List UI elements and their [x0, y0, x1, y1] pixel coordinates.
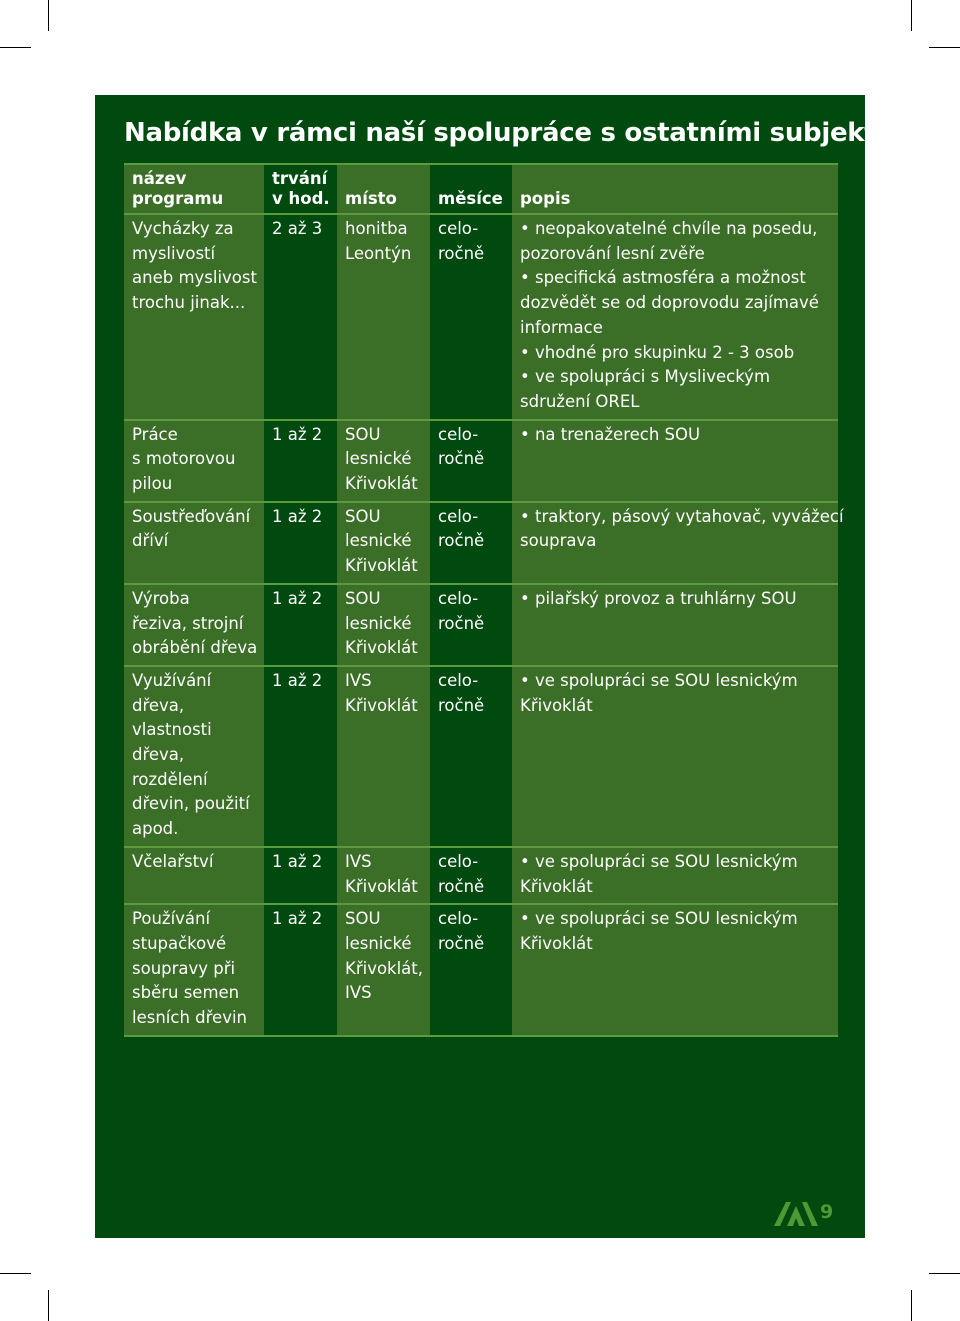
cell-line: Křivoklát	[520, 876, 593, 896]
header-duration: trvání v hod.	[264, 164, 337, 214]
cell-line: SOU	[345, 588, 381, 608]
header-months: měsíce	[430, 164, 512, 214]
cell-name	[124, 904, 264, 1036]
cell-line: ročně	[438, 613, 485, 633]
page-number: 9	[820, 1201, 834, 1223]
cell-line: IVS	[345, 670, 372, 690]
cell-place	[337, 584, 430, 666]
cell-name	[124, 502, 264, 584]
cell-line: SOU	[345, 506, 381, 526]
cell-line: ročně	[438, 449, 485, 469]
cell-line: • traktory, pásový vytahovač, vyvážecí	[520, 506, 844, 526]
cell-name	[124, 584, 264, 666]
cell-line: 1 až 2	[272, 424, 323, 444]
cell-line: 2 až 3	[272, 219, 323, 238]
cell-line: Vycházky za	[132, 219, 234, 238]
cell-line: • neopakovatelné chvíle na posedu,	[520, 219, 818, 238]
cell-line: 1 až 2	[272, 851, 323, 871]
cell-line: dřevin, použití	[132, 794, 250, 814]
cell-line: celo-	[438, 670, 479, 690]
cell-line: s motorovou	[132, 449, 236, 469]
table-row	[124, 584, 838, 666]
cell-line: ročně	[438, 243, 485, 263]
cell-duration	[264, 666, 337, 847]
table-row	[124, 847, 838, 904]
cell-line: Soustřeďování	[132, 506, 251, 526]
cell-line: celo-	[438, 588, 479, 608]
cell-months	[430, 420, 512, 502]
cell-line: souprava	[520, 531, 597, 551]
cell-description	[512, 502, 844, 584]
cell-line: Křivoklát	[345, 638, 418, 658]
header-place: místo	[337, 164, 430, 214]
cell-place	[337, 847, 430, 904]
cell-description	[512, 584, 838, 666]
cell-line: SOU	[345, 424, 381, 444]
table-row	[124, 666, 838, 847]
cell-duration	[264, 904, 337, 1036]
cell-duration	[264, 502, 337, 584]
cell-line: dřeva,	[132, 745, 185, 765]
cell-place	[337, 502, 430, 584]
cell-line: Práce	[132, 424, 178, 444]
cell-line: Křivoklát	[345, 556, 418, 576]
cell-months	[430, 666, 512, 847]
cell-line: • ve spolupráci se SOU lesnickým	[520, 670, 798, 690]
cell-line: celo-	[438, 909, 479, 929]
cell-line: 1 až 2	[272, 909, 323, 929]
cell-line: Používání	[132, 909, 211, 929]
cell-duration	[264, 584, 337, 666]
cell-name	[124, 847, 264, 904]
cell-description	[512, 904, 838, 1036]
cell-line: obrábění dřeva	[132, 638, 258, 658]
cell-line: pozorování lesní zvěře	[520, 243, 705, 263]
cell-line: dříví	[132, 531, 169, 551]
cell-line: SOU	[345, 909, 381, 929]
cell-months	[430, 214, 512, 420]
cell-line: • ve spolupráci se SOU lesnickým	[520, 909, 798, 929]
cell-description	[512, 214, 838, 420]
cell-name	[124, 214, 264, 420]
cell-line: IVS	[345, 851, 372, 871]
cell-line: 1 až 2	[272, 670, 323, 690]
cell-line: Křivoklát	[345, 474, 418, 494]
cell-line: lesnické	[345, 613, 412, 633]
cell-line: • ve spolupráci se SOU lesnickým	[520, 851, 798, 871]
cell-line: • ve spolupráci s Mysliveckým	[520, 367, 771, 387]
cell-name	[124, 420, 264, 502]
cell-place	[337, 214, 430, 420]
cell-months	[430, 904, 512, 1036]
cell-line: sběru semen	[132, 983, 240, 1003]
crop-mark	[911, 0, 912, 31]
crop-mark	[911, 1290, 912, 1321]
crop-mark	[929, 1273, 960, 1274]
cell-place	[337, 666, 430, 847]
cell-name	[124, 666, 264, 847]
cell-line: Výroba	[132, 588, 190, 608]
cell-place	[337, 420, 430, 502]
cell-line: celo-	[438, 506, 479, 526]
cell-description	[512, 666, 838, 847]
cell-line: řeziva, strojní	[132, 613, 244, 633]
crop-mark	[0, 47, 31, 48]
table-header-row	[124, 164, 838, 214]
cell-line: ročně	[438, 876, 485, 896]
logo-icon	[772, 1198, 820, 1228]
cell-months	[430, 847, 512, 904]
cell-line: rozdělení	[132, 769, 208, 789]
cell-line: ročně	[438, 531, 485, 551]
cell-place	[337, 904, 430, 1036]
table-row	[124, 214, 838, 420]
crop-mark	[0, 1273, 31, 1274]
header-description: popis	[512, 164, 838, 214]
cell-line: lesních dřevin	[132, 1008, 248, 1028]
cell-line: 1 až 2	[272, 506, 323, 526]
cell-line: vlastnosti	[132, 720, 212, 740]
cell-line: apod.	[132, 819, 179, 839]
program-table	[124, 163, 844, 1037]
cell-line: celo-	[438, 219, 479, 238]
cell-line: stupačkové	[132, 933, 227, 953]
cell-line: • pilařský provoz a truhlárny SOU	[520, 588, 797, 608]
cell-line: pilou	[132, 474, 173, 494]
cell-line: honitba	[345, 219, 408, 238]
cell-line: lesnické	[345, 449, 412, 469]
cell-line: sdružení OREL	[520, 391, 640, 411]
cell-description	[512, 420, 838, 502]
page-title: Nabídka v rámci naší spolupráce s ostatními subjekty	[124, 118, 894, 148]
cell-duration	[264, 847, 337, 904]
crop-mark	[48, 1290, 49, 1321]
cell-line: lesnické	[345, 531, 412, 551]
table-row	[124, 904, 838, 1036]
cell-months	[430, 502, 512, 584]
cell-line: Křivoklát	[520, 695, 593, 715]
cell-line: lesnické	[345, 933, 412, 953]
cell-line: trochu jinak...	[132, 293, 246, 313]
cell-line: myslivostí	[132, 243, 216, 263]
cell-line: 1 až 2	[272, 588, 323, 608]
cell-line: IVS	[345, 983, 372, 1003]
cell-line: Křivoklát	[345, 876, 418, 896]
crop-mark	[48, 0, 49, 31]
cell-line: Leontýn	[345, 243, 412, 263]
cell-line: celo-	[438, 424, 479, 444]
cell-line: • vhodné pro skupinku 2 - 3 osob	[520, 342, 795, 362]
cell-line: Včelařství	[132, 851, 214, 871]
cell-line: • specifická astmosféra a možnost	[520, 268, 806, 288]
cell-line: ročně	[438, 933, 485, 953]
cell-line: informace	[520, 317, 603, 337]
cell-line: Křivoklát	[520, 933, 593, 953]
cell-line: Křivoklát,	[345, 958, 424, 978]
cell-line: aneb myslivost	[132, 268, 257, 288]
table-row	[124, 502, 838, 584]
cell-line: dozvědět se od doprovodu zajímavé	[520, 293, 819, 313]
cell-line: soupravy při	[132, 958, 236, 978]
cell-line: dřeva,	[132, 695, 185, 715]
cell-duration	[264, 214, 337, 420]
cell-line: celo-	[438, 851, 479, 871]
cell-months	[430, 584, 512, 666]
crop-mark	[929, 47, 960, 48]
cell-line: ročně	[438, 695, 485, 715]
cell-line: Využívání	[132, 670, 212, 690]
cell-description	[512, 847, 838, 904]
table-row	[124, 420, 838, 502]
cell-line: Křivoklát	[345, 695, 418, 715]
cell-line: • na trenažerech SOU	[520, 424, 701, 444]
header-name: název programu	[124, 164, 264, 214]
cell-duration	[264, 420, 337, 502]
